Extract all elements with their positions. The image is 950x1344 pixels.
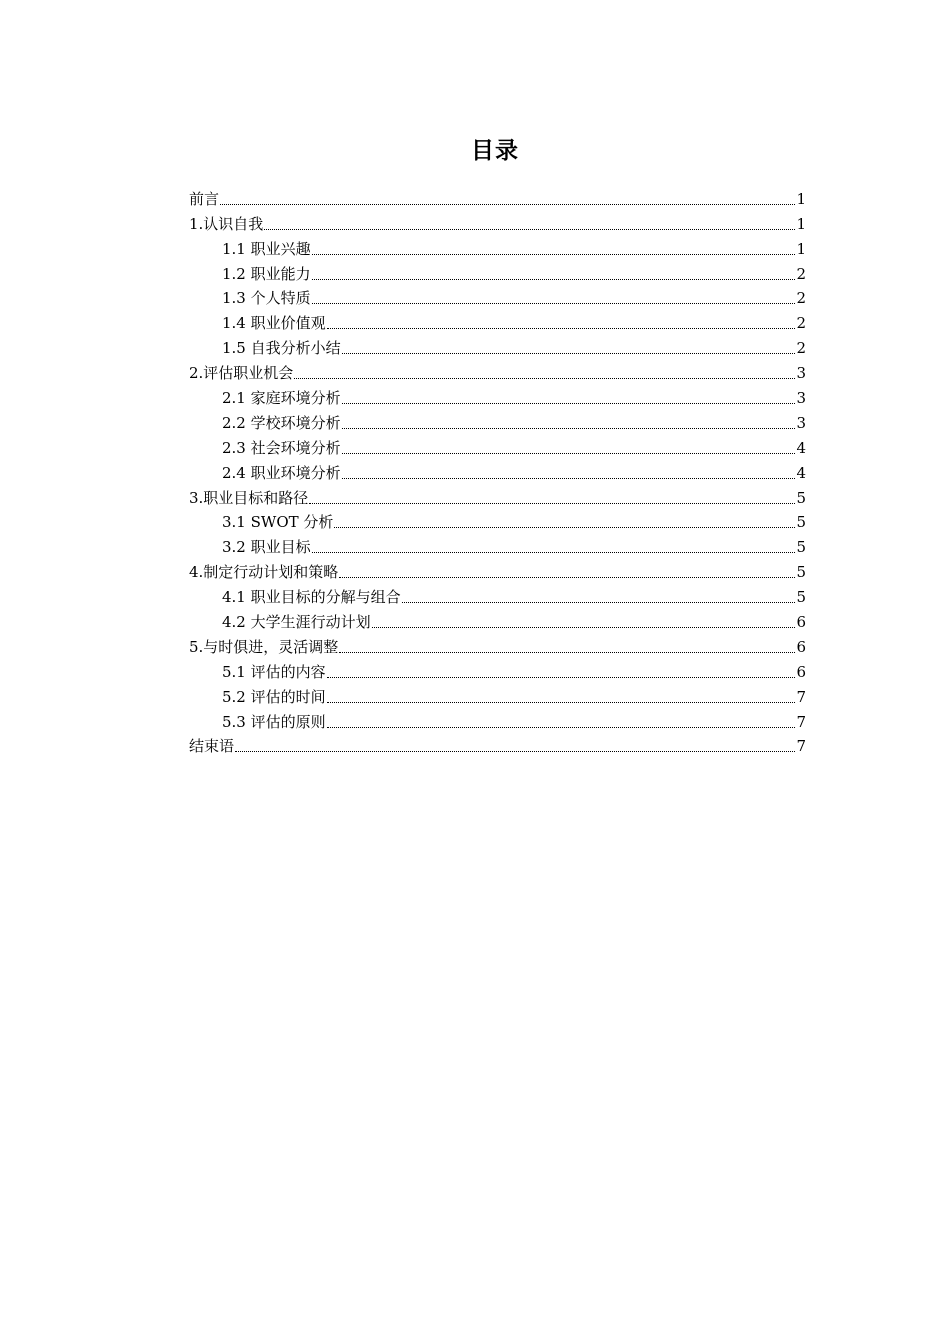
toc-entry[interactable] <box>189 708 806 733</box>
toc-entry-label: 2.1 家庭环境分析 <box>222 389 341 408</box>
toc-entry-page-number: 2 <box>796 339 806 358</box>
toc-entry-label: 2.评估职业机会 <box>189 364 294 383</box>
dot-leader <box>327 727 796 728</box>
toc-entry-label: 5.2 评估的时间 <box>222 687 326 706</box>
toc-entry-label: 1.1 职业兴趣 <box>222 239 311 258</box>
toc-entry-page-number: 5 <box>796 588 806 607</box>
toc-entry-page-number: 7 <box>796 737 806 756</box>
toc-entry[interactable] <box>189 484 806 509</box>
toc-entry-page-number: 3 <box>796 413 806 432</box>
toc-title: 目录 <box>471 138 519 164</box>
toc-entry-page-number: 6 <box>796 662 806 681</box>
toc-entry-label: 5.3 评估的原则 <box>222 712 326 731</box>
toc-entry-label: 3.职业目标和路径 <box>189 488 309 507</box>
toc-entry[interactable] <box>189 658 806 683</box>
toc-entry-label: 3.1 SWOT 分析 <box>222 513 334 532</box>
toc-entry-page-number: 2 <box>796 314 806 333</box>
toc-entry[interactable] <box>189 633 806 658</box>
dot-leader <box>220 204 795 205</box>
dot-leader <box>402 602 796 603</box>
toc-entry-label: 1.认识自我 <box>189 214 264 233</box>
dot-leader <box>312 279 796 280</box>
toc-entry-page-number: 1 <box>796 189 806 208</box>
toc-entry[interactable] <box>189 384 806 409</box>
toc-entry-page-number: 5 <box>796 538 806 557</box>
toc-entry[interactable] <box>189 583 806 608</box>
dot-leader <box>309 503 795 504</box>
dot-leader <box>312 303 796 304</box>
dot-leader <box>339 577 795 578</box>
toc-entry-page-number: 7 <box>796 712 806 731</box>
toc-entry-page-number: 2 <box>796 289 806 308</box>
dot-leader <box>342 453 796 454</box>
toc-entry-label: 4.制定行动计划和策略 <box>189 563 339 582</box>
dot-leader <box>312 254 796 255</box>
dot-leader <box>339 652 795 653</box>
dot-leader <box>342 478 796 479</box>
toc-entry-label: 4.1 职业目标的分解与组合 <box>222 588 401 607</box>
toc-entry[interactable] <box>189 334 806 359</box>
toc-entry[interactable] <box>189 459 806 484</box>
toc-entry[interactable] <box>189 309 806 334</box>
toc-entry[interactable] <box>189 235 806 260</box>
toc-entry[interactable] <box>189 733 806 758</box>
table-of-contents <box>189 185 806 757</box>
toc-entry-label: 3.2 职业目标 <box>222 538 311 557</box>
toc-entry[interactable] <box>189 683 806 708</box>
toc-entry-label: 1.3 个人特质 <box>222 289 311 308</box>
dot-leader <box>327 677 796 678</box>
dot-leader <box>342 403 796 404</box>
toc-entry-label: 4.2 大学生涯行动计划 <box>222 613 371 632</box>
toc-entry-page-number: 1 <box>796 239 806 258</box>
toc-entry-page-number: 6 <box>796 613 806 632</box>
dot-leader <box>334 527 795 528</box>
toc-entry-label: 5.1 评估的内容 <box>222 662 326 681</box>
toc-entry-page-number: 3 <box>796 364 806 383</box>
dot-leader <box>312 552 796 553</box>
toc-entry-page-number: 5 <box>796 563 806 582</box>
toc-entry[interactable] <box>189 608 806 633</box>
toc-entry[interactable] <box>189 260 806 285</box>
toc-entry-page-number: 2 <box>796 264 806 283</box>
toc-entry[interactable] <box>189 285 806 310</box>
toc-entry[interactable] <box>189 359 806 384</box>
toc-entry-label: 2.3 社会环境分析 <box>222 438 341 457</box>
toc-entry[interactable] <box>189 533 806 558</box>
toc-entry-label: 2.4 职业环境分析 <box>222 463 341 482</box>
toc-entry-label: 1.2 职业能力 <box>222 264 311 283</box>
toc-entry-label: 1.4 职业价值观 <box>222 314 326 333</box>
toc-entry-label: 1.5 自我分析小结 <box>222 339 341 358</box>
toc-entry[interactable] <box>189 185 806 210</box>
toc-entry-page-number: 5 <box>796 513 806 532</box>
toc-entry-page-number: 6 <box>796 637 806 656</box>
dot-leader <box>235 751 795 752</box>
toc-entry-page-number: 7 <box>796 687 806 706</box>
toc-entry-page-number: 1 <box>796 214 806 233</box>
dot-leader <box>342 428 796 429</box>
toc-entry-label: 5.与时俱进，灵活调整 <box>189 637 339 656</box>
toc-entry[interactable] <box>189 558 806 583</box>
toc-entry-page-number: 4 <box>796 463 806 482</box>
dot-leader <box>327 702 796 703</box>
dot-leader <box>372 627 796 628</box>
toc-entry-label: 前言 <box>189 189 220 208</box>
toc-entry-label: 结束语 <box>189 737 235 756</box>
toc-entry-page-number: 4 <box>796 438 806 457</box>
toc-entry[interactable] <box>189 210 806 235</box>
dot-leader <box>264 229 795 230</box>
dot-leader <box>294 378 795 379</box>
toc-entry-label: 2.2 学校环境分析 <box>222 413 341 432</box>
dot-leader <box>342 353 796 354</box>
toc-entry[interactable] <box>189 509 806 534</box>
toc-entry[interactable] <box>189 409 806 434</box>
dot-leader <box>327 328 796 329</box>
toc-entry[interactable] <box>189 434 806 459</box>
toc-entry-page-number: 3 <box>796 389 806 408</box>
toc-entry-page-number: 5 <box>796 488 806 507</box>
